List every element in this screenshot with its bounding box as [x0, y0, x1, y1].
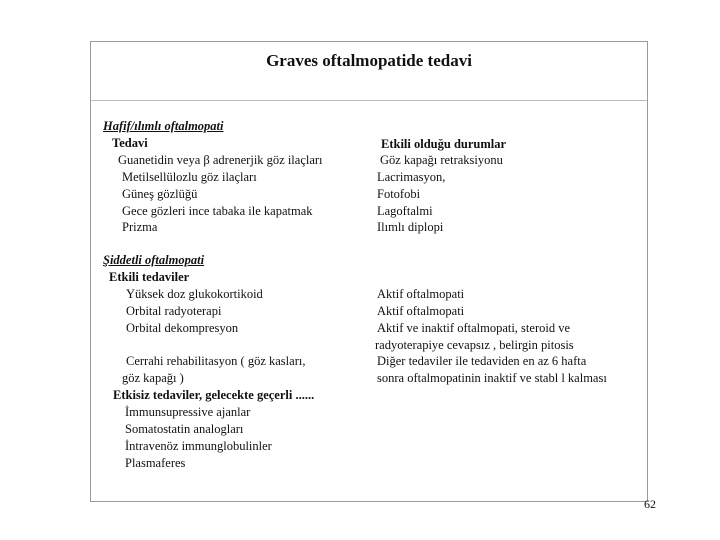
severe-treatment: Orbital dekompresyon [126, 321, 239, 335]
mild-indication: Lagoftalmi [377, 204, 433, 218]
mild-indication: Lacrimasyon, [377, 170, 446, 184]
title-area [91, 42, 647, 101]
ineffective-treatment: Somatostatin analogları [125, 422, 244, 436]
ineffective-treatment: Plasmaferes [125, 456, 186, 470]
severe-indication: Aktif ve inaktif oftalmopati, steroid ve [377, 321, 571, 335]
severe-treatment: Orbital radyoterapi [126, 304, 222, 318]
severe-indication: sonra oftalmopatinin inaktif ve stabl l kalması [377, 371, 607, 385]
ineffective-treatment: İntravenöz immunglobulinler [125, 439, 272, 453]
mild-indication: Ilımlı diplopi [377, 220, 444, 234]
effective-treatments-header: Etkili tedaviler [109, 270, 190, 284]
mild-treatment: Prizma [122, 220, 158, 234]
rehab-line: göz kapağı ) [122, 371, 184, 385]
ineffective-treatment: İmmunsupressive ajanlar [125, 405, 251, 419]
mild-heading: Hafif/ılımlı oftalmopati [103, 119, 224, 133]
severe-treatment: Yüksek doz glukokortikoid [126, 287, 263, 301]
severe-indication: Aktif oftalmopati [377, 304, 465, 318]
mild-treatment: Guanetidin veya β adrenerjik göz ilaçları [118, 153, 323, 167]
severe-heading: Şiddetli oftalmopati [103, 253, 205, 267]
mild-treatment-header: Tedavi [112, 136, 148, 150]
mild-treatment: Gece gözleri ince tabaka ile kapatmak [122, 204, 313, 218]
slide-title: Graves oftalmopatide tedavi [266, 51, 472, 70]
page-number: 62 [644, 497, 656, 511]
severe-indication: Diğer tedaviler ile tedaviden en az 6 hafta [377, 354, 587, 368]
mild-indication: Fotofobi [377, 187, 421, 201]
ineffective-treatments-header: Etkisiz tedaviler, gelecekte geçerli ...... [113, 388, 315, 402]
severe-indication: Aktif oftalmopati [377, 287, 465, 301]
severe-indication: radyoterapiye cevapsız , belirgin pitosis [375, 338, 574, 352]
mild-treatment: Metilsellülozlu göz ilaçları [122, 170, 257, 184]
mild-indication-header: Etkili olduğu durumlar [381, 137, 507, 151]
rehab-line: Cerrahi rehabilitasyon ( göz kasları, [126, 354, 306, 368]
mild-treatment: Güneş gözlüğü [122, 187, 198, 201]
mild-indication: Göz kapağı retraksiyonu [380, 153, 503, 167]
